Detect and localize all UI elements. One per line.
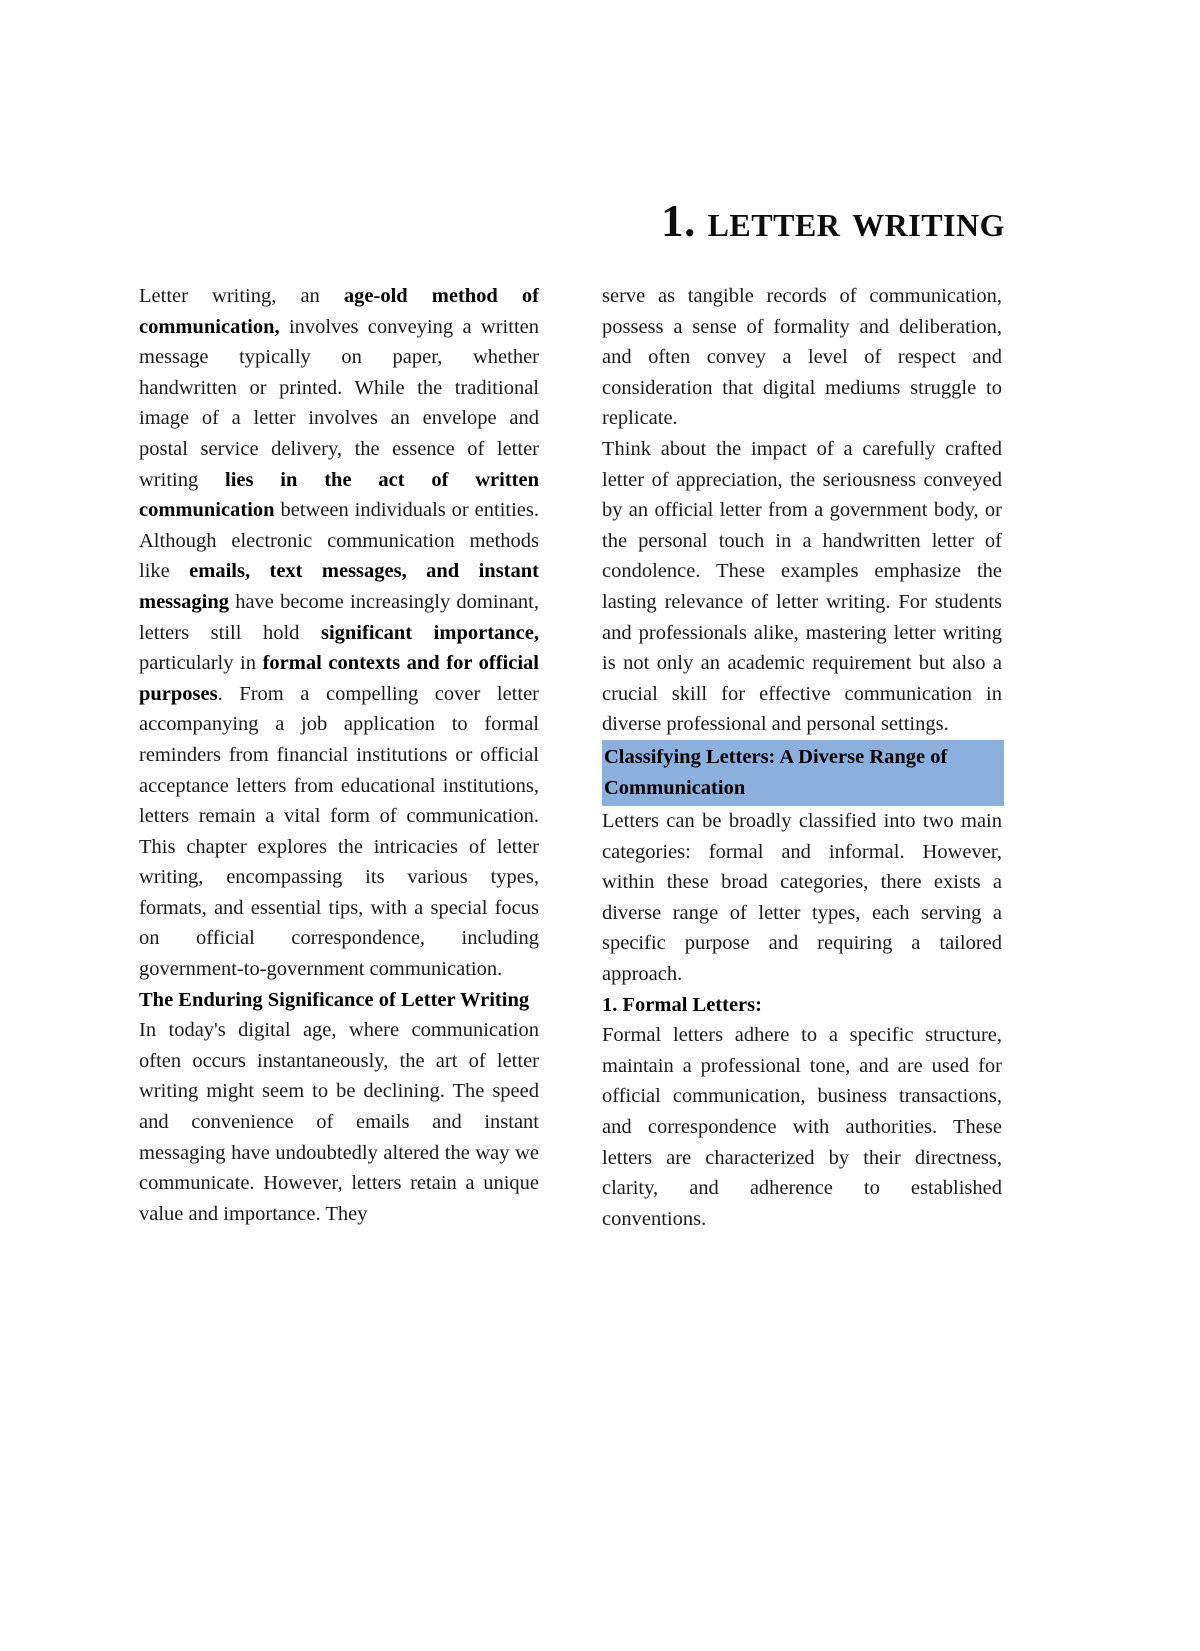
left-p1-bold3: emails, text messages, and instant messaging	[139, 560, 539, 613]
right-paragraph-4: Formal letters adhere to a specific structure, maintain a professional tone, and are used for official communication, business transactions, and correspondence with authorities. These letters are characterized by their directness, clarity, and adherence to established conventions.	[602, 1024, 1002, 1230]
chapter-title-text: letter writing	[707, 196, 1005, 246]
right-column	[602, 281, 1002, 1234]
left-p1-bold4: significant importance,	[320, 621, 539, 644]
left-p1-bold5: formal contexts and for official purposes	[139, 652, 539, 705]
page-title	[595, 198, 1005, 245]
subheading-enduring-significance: The Enduring Significance of Letter Writing	[139, 988, 530, 1011]
right-paragraph-1: serve as tangible records of communication, possess a sense of formality and deliberation, and often convey a level of respect and consideration that digital mediums struggle to replicate.	[602, 285, 1002, 430]
chapter-number: 1.	[661, 196, 696, 246]
highlighted-heading-classifying-letters: Classifying Letters: A Diverse Range of Communication	[602, 740, 1004, 806]
left-p1-bold1: age-old method of communication,	[139, 285, 539, 338]
left-p1-bold2: lies in the act of written communication	[139, 468, 539, 522]
chapter-title-area	[595, 198, 1005, 245]
left-p1-seg5: particularly in	[139, 652, 263, 675]
right-paragraph-2: Think about the impact of a carefully crafted letter of appreciation, the seriousness conveyed by an official letter from a government body, or the personal touch in a handwritten letter of condolence. These examples emphasize the lasting relevance of letter writing. For students and professionals alike, mastering letter writing is not only an academic requirement but also a crucial skill for effective communication in diverse professional and personal settings.	[602, 437, 1002, 736]
left-paragraph-2: In today's digital age, where communication often occurs instantaneously, the art of letter writing might seem to be declining. The speed and convenience of emails and instant messaging have undoubtedly altered the way we communicate. However, letters retain a unique value and importance. They	[139, 1019, 539, 1225]
right-paragraph-3: Letters can be broadly classified into two main categories: formal and informal. However, within these broad categories, there exists a diverse range of letter types, each serving a specific purpose and requiring a tailored approach.	[602, 810, 1002, 986]
left-p1-seg3: between individuals or entities. Although electronic communication methods like	[139, 499, 539, 583]
left-p1-seg4: have become increasingly dominant, letters still hold	[139, 590, 539, 644]
left-p1-seg1: Letter writing, an	[139, 285, 344, 307]
subheading-formal-letters: 1. Formal Letters:	[602, 993, 762, 1016]
left-column	[139, 281, 539, 1229]
left-p1-seg2: involves conveying a written message typically on paper, whether handwritten or printed. While the traditional image of a letter involves an envelope and postal service delivery, the essence of letter writing	[139, 315, 539, 491]
left-paragraph-1	[139, 281, 539, 985]
left-p1-seg6: . From a compelling cover letter accompanying a job application to formal reminders from financial institutions or official acceptance letters from educational institutions, letters remain a vital form of communication. This chapter explores the intricacies of letter writing, encompassing its various types, formats, and essential tips, with a special focus on official correspondence, including government-to-government communication.	[139, 682, 539, 981]
